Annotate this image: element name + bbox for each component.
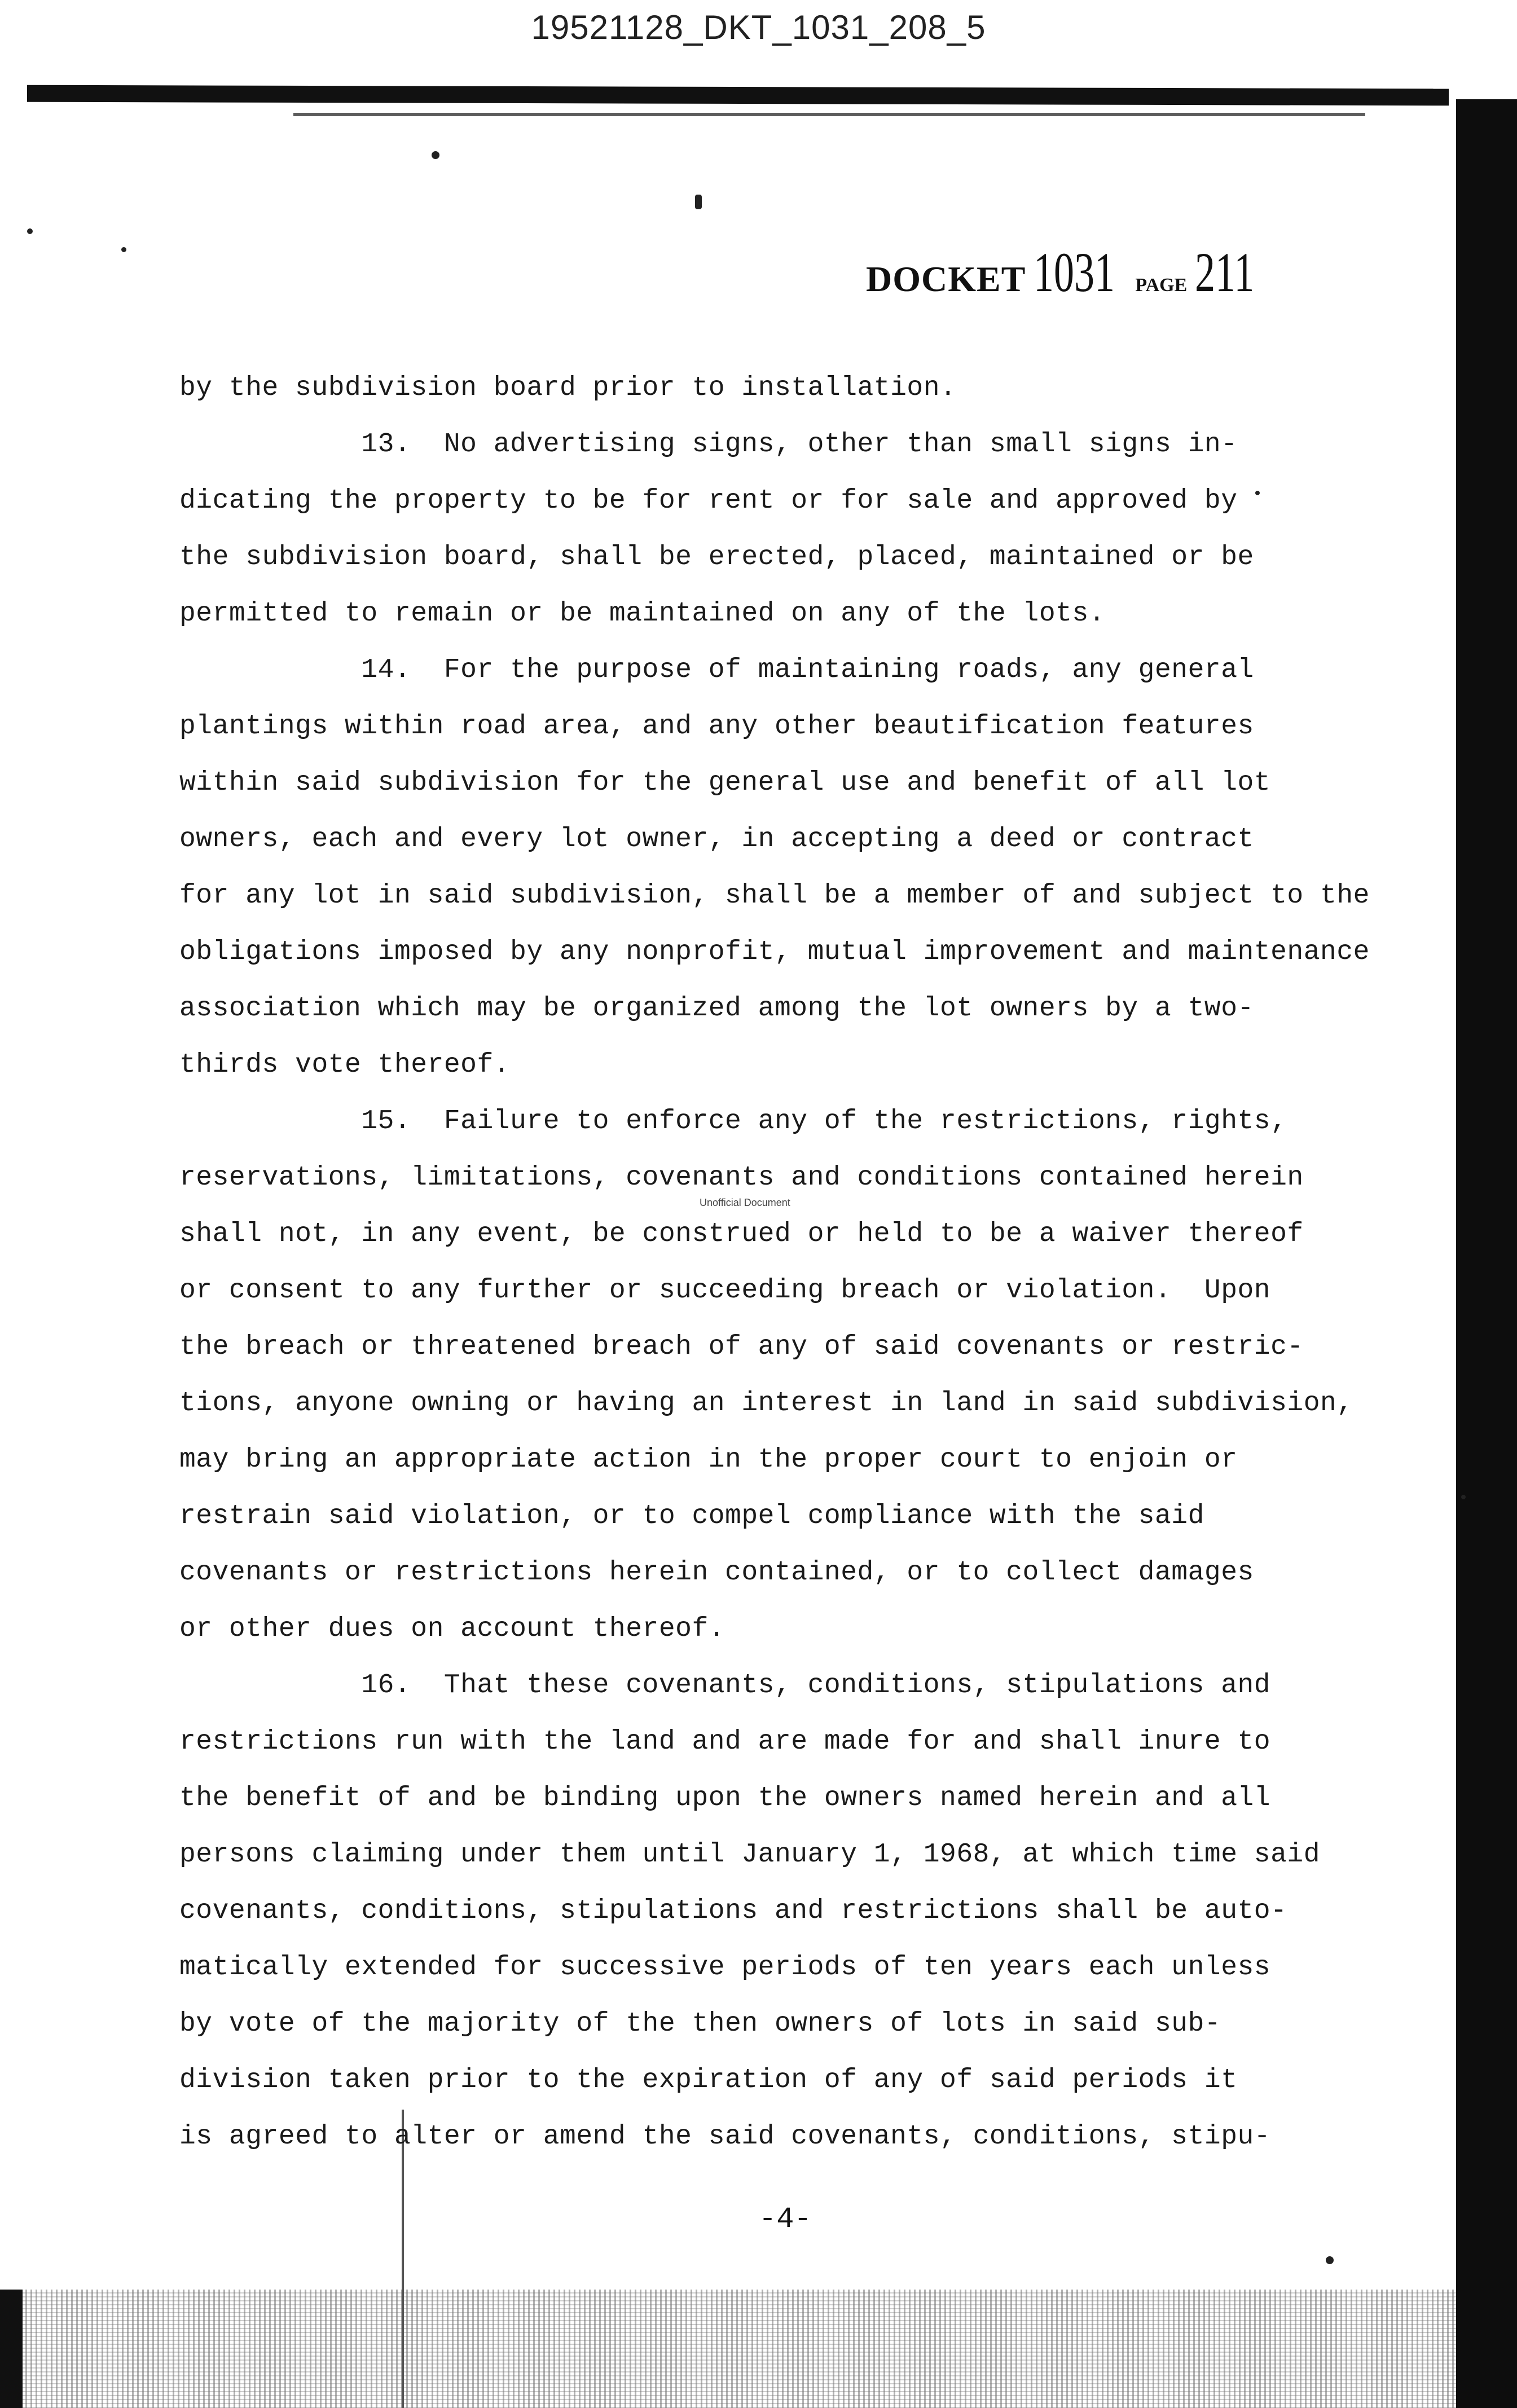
text-line: 13. No advertising signs, other than small signs in-: [179, 429, 1238, 460]
scan-speck: [432, 151, 439, 159]
text-line: by vote of the majority of the then owners of lots in said sub-: [179, 2009, 1221, 2039]
text-line: division taken prior to the expiration of any of said periods it: [179, 2065, 1238, 2096]
text-line: or other dues on account thereof.: [179, 1614, 725, 1644]
text-line: 14. For the purpose of maintaining roads, any general: [179, 655, 1254, 685]
text-line: restrictions run with the land and are made for and shall inure to: [179, 1727, 1271, 1757]
text-line: within said subdivision for the general use and benefit of all lot: [179, 768, 1271, 798]
text-line: reservations, limitations, covenants and conditions contained herein: [179, 1163, 1304, 1193]
text-line: shall not, in any event, be construed or held to be a waiver thereof: [179, 1219, 1304, 1249]
scan-right-border: [1456, 99, 1517, 2408]
text-line: persons claiming under them until January 1, 1968, at which time said: [179, 1839, 1321, 1870]
text-line: matically extended for successive periods of ten years each unless: [179, 1952, 1271, 1983]
text-line: permitted to remain or be maintained on any of the lots.: [179, 598, 1106, 629]
text-line: or consent to any further or succeeding breach or violation. Upon: [179, 1275, 1271, 1306]
scan-speck: [27, 228, 33, 234]
scan-bottom-noise: [0, 2290, 1456, 2408]
docket-stamp: [866, 240, 1278, 305]
text-line: obligations imposed by any nonprofit, mutual improvement and maintenance: [179, 937, 1370, 967]
body-text: [179, 360, 1432, 2165]
page-label: PAGE: [1135, 275, 1188, 296]
scan-speck: [1461, 1495, 1466, 1499]
text-line: plantings within road area, and any other beautification features: [179, 711, 1254, 742]
text-line: by the subdivision board prior to installation.: [179, 373, 957, 403]
text-line: association which may be organized among the lot owners by a two-: [179, 993, 1254, 1024]
page-footer: -4-: [759, 2203, 812, 2236]
text-line: covenants or restrictions herein contained, or to collect damages: [179, 1557, 1254, 1588]
text-line: covenants, conditions, stipulations and restrictions shall be auto-: [179, 1896, 1287, 1926]
text-line: 15. Failure to enforce any of the restrictions, rights,: [179, 1106, 1287, 1137]
text-line: dicating the property to be for rent or for sale and approved by: [179, 486, 1238, 516]
text-line: 16. That these covenants, conditions, stipulations and: [179, 1670, 1271, 1701]
docket-label: DOCKET: [866, 259, 1026, 299]
docket-number: 1031: [1034, 241, 1115, 303]
text-line: thirds vote thereof.: [179, 1050, 511, 1080]
scan-top-streak: [293, 113, 1365, 116]
text-line: for any lot in said subdivision, shall be a member of and subject to the: [179, 881, 1370, 911]
text-line: the benefit of and be binding upon the owners named herein and all: [179, 1783, 1271, 1813]
text-line: owners, each and every lot owner, in accepting a deed or contract: [179, 824, 1254, 855]
text-line: the breach or threatened breach of any of said covenants or restric-: [179, 1332, 1304, 1362]
watermark: Unofficial Document: [700, 1197, 790, 1208]
scan-speck: [121, 247, 126, 252]
scan-top-border: [27, 85, 1449, 106]
text-line: the subdivision board, shall be erected, placed, maintained or be: [179, 542, 1254, 573]
scan-bottom-left-block: [0, 2290, 23, 2408]
text-line: tions, anyone owning or having an interest in land in said subdivision,: [179, 1388, 1353, 1419]
text-line: restrain said violation, or to compel compliance with the said: [179, 1501, 1204, 1531]
scan-speck: [695, 195, 702, 209]
text-line: is agreed to alter or amend the said covenants, conditions, stipu-: [179, 2121, 1271, 2152]
document-id: 19521128_DKT_1031_208_5: [531, 8, 986, 46]
scan-speck: [1326, 2256, 1334, 2264]
page-number-stamp: 211: [1195, 241, 1255, 303]
text-line: may bring an appropriate action in the proper court to enjoin or: [179, 1445, 1238, 1475]
